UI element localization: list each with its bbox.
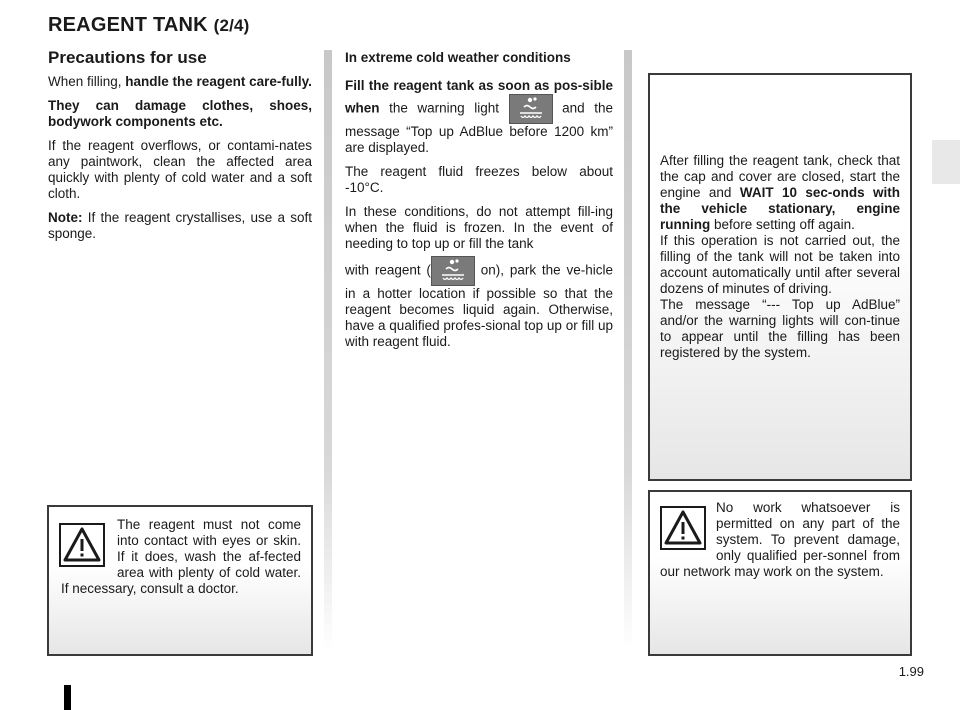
text-bold: They can damage clothes, shoes, bodywork components etc. xyxy=(48,98,312,129)
section-title: Precautions for use xyxy=(48,48,207,67)
page-title xyxy=(48,14,250,37)
page-number: 1.99 xyxy=(898,664,924,679)
section-thumb-tab xyxy=(932,140,960,184)
paragraph: In these conditions, do not attempt fill-ing when the fluid is frozen. In the event of needing to top up or fill the tank xyxy=(345,204,613,251)
text-bold: WAIT 10 sec-onds with the vehicle stationary, engine running xyxy=(660,185,900,232)
page-title-text: REAGENT TANK xyxy=(48,14,208,36)
warning-text-content: No work whatsoever is permitted on any part of the system. To prevent damage, only qualified per-sonnel from our network may work on the system. xyxy=(660,500,900,579)
text: When filling, xyxy=(48,74,126,89)
info-box-text xyxy=(660,153,900,361)
text-bold: Fill the reagent tank as soon as pos-sible when xyxy=(345,78,613,116)
paragraph xyxy=(48,210,312,242)
paragraph xyxy=(660,153,900,233)
page-title-part: (2/4) xyxy=(213,16,250,35)
adblue-warning-light-icon xyxy=(431,256,475,286)
left-column xyxy=(48,50,312,250)
warning-box-left xyxy=(47,505,313,656)
icon-spacer xyxy=(61,517,117,575)
adblue-warning-light-icon xyxy=(509,94,553,124)
text: with reagent ( xyxy=(345,262,431,278)
paragraph xyxy=(48,74,312,90)
warning-box-right xyxy=(648,490,912,656)
subheading xyxy=(345,50,613,66)
middle-column xyxy=(345,50,613,358)
paragraph xyxy=(345,78,613,156)
subheading-text: In extreme cold weather conditions xyxy=(345,50,571,65)
paragraph xyxy=(48,98,312,130)
paragraph: If this operation is not carried out, the filling of the tank will not be taken into account automatically until after several dozens of minutes of driving. xyxy=(660,233,900,296)
paragraph: The message “--- Top up AdBlue” and/or the warning lights will con-tinue to appear until the filling has been registered by the system. xyxy=(660,297,900,360)
text: If the reagent crystallises, use a soft sponge. xyxy=(48,210,312,241)
warning-text xyxy=(61,517,301,597)
text: before setting off again. xyxy=(710,217,855,232)
info-box xyxy=(648,73,912,481)
text: After filling the reagent tank, check that the cap and cover are closed, start the engine and xyxy=(660,153,900,200)
warning-text xyxy=(660,500,900,580)
text-bold: handle the reagent care-fully. xyxy=(125,74,312,89)
column-divider-right xyxy=(624,50,632,650)
warning-text-content: The reagent must not come into contact with eyes or skin. If it does, wash the af-fected area with plenty of cold water. If necessary, consult a doctor. xyxy=(61,517,301,596)
column-divider-left xyxy=(324,50,332,650)
paragraph: If the reagent overflows, or contami-nates any paintwork, clean the affected area quickly with plenty of cold water and a soft cloth. xyxy=(48,138,312,201)
paragraph xyxy=(345,256,613,350)
icon-spacer xyxy=(660,500,716,560)
paragraph: The reagent fluid freezes below about -10°C. xyxy=(345,164,613,195)
corner-mark xyxy=(64,685,71,710)
text: on), park the ve-hicle in a hotter location if possible so that the reagent becomes liquid again. Otherwise, have a qualified profes-sional top up or fill up with reagent fluid. xyxy=(345,262,613,349)
text: and the message “Top up AdBlue before 1200 km” are displayed. xyxy=(345,100,613,155)
note-label: Note: xyxy=(48,210,83,225)
text: the warning light xyxy=(379,100,509,116)
